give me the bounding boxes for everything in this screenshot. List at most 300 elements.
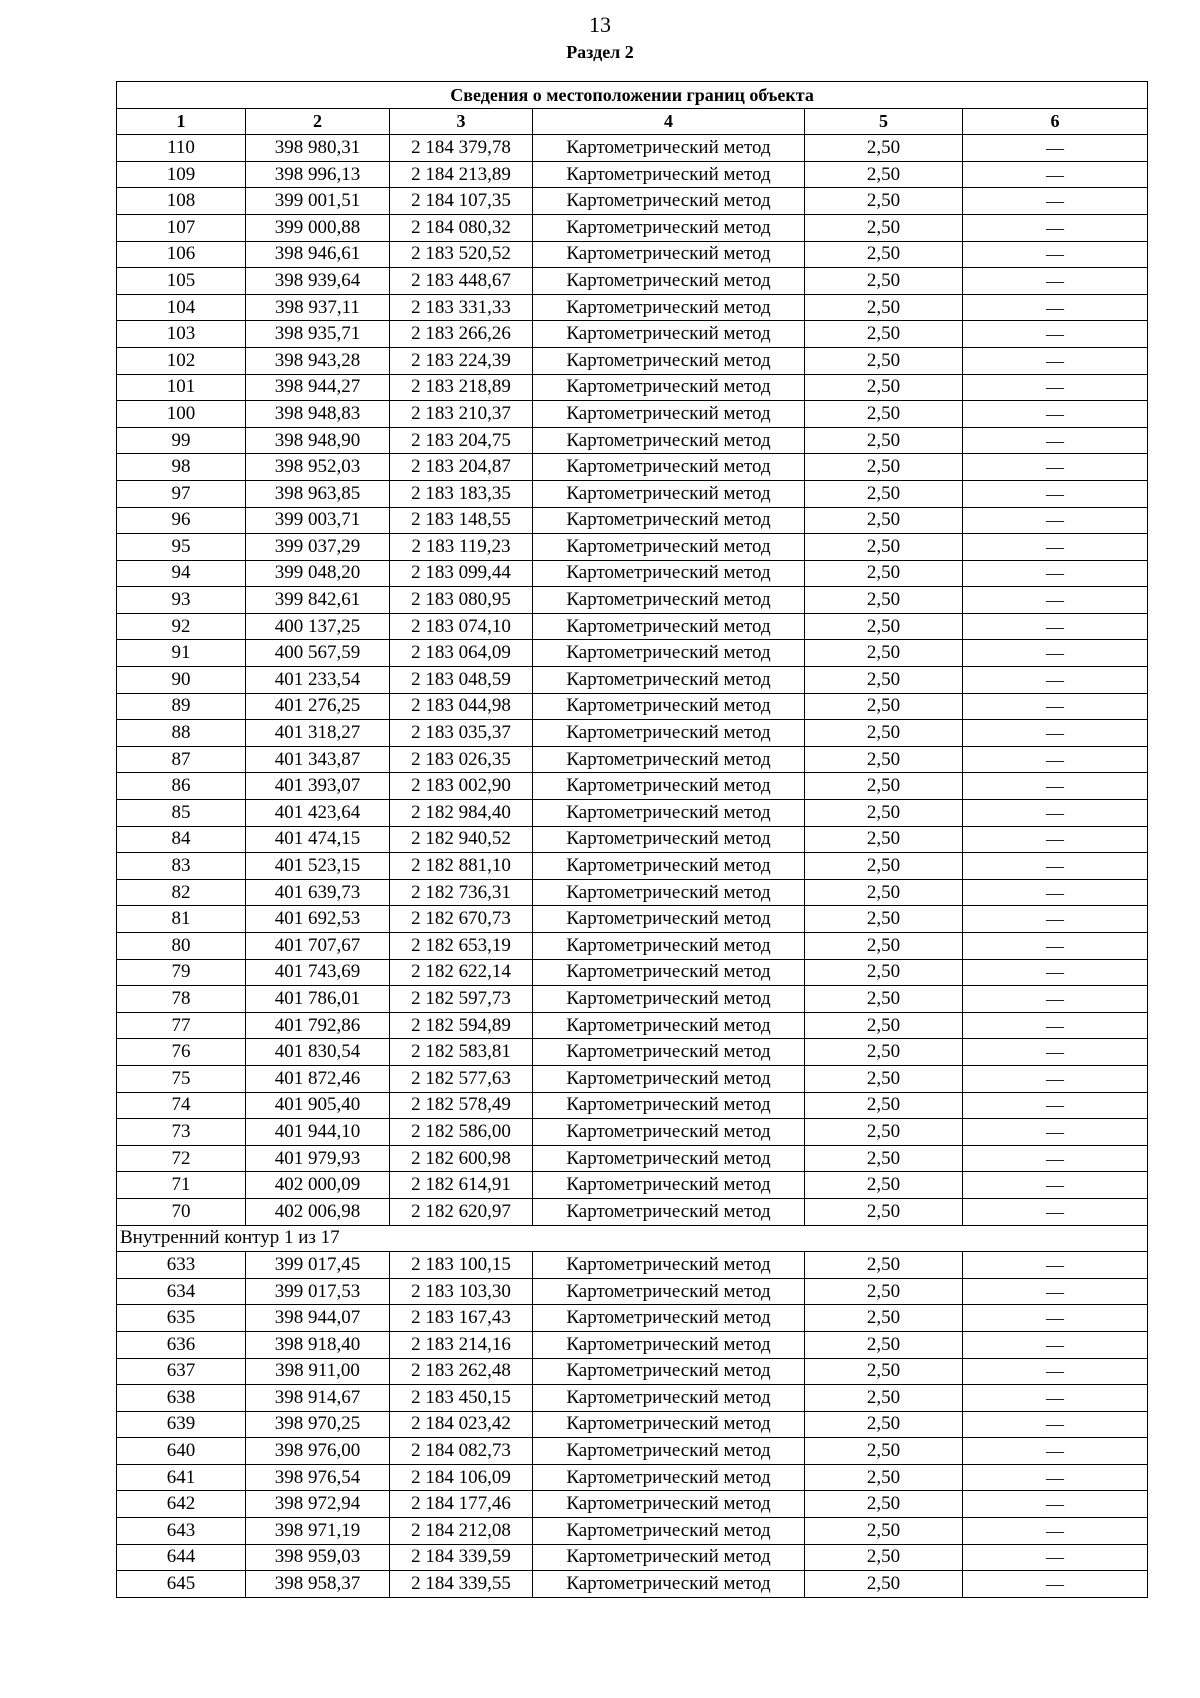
accuracy-cell: 2,50 <box>805 268 963 295</box>
description-cell: — <box>963 507 1148 534</box>
x-coordinate-cell: 399 037,29 <box>246 534 390 561</box>
point-number-cell: 638 <box>117 1385 246 1412</box>
boundary-coordinates-table <box>116 81 1148 1598</box>
description-cell: — <box>963 959 1148 986</box>
y-coordinate-cell: 2 182 583,81 <box>390 1039 533 1066</box>
method-cell: Картометрический метод <box>533 879 805 906</box>
x-coordinate-cell: 398 959,03 <box>246 1544 390 1571</box>
accuracy-cell: 2,50 <box>805 321 963 348</box>
method-cell: Картометрический метод <box>533 268 805 295</box>
x-coordinate-cell: 402 006,98 <box>246 1198 390 1225</box>
accuracy-cell: 2,50 <box>805 879 963 906</box>
x-coordinate-cell: 398 952,03 <box>246 454 390 481</box>
method-cell: Картометрический метод <box>533 534 805 561</box>
description-cell: — <box>963 1358 1148 1385</box>
table-row <box>117 188 1148 215</box>
method-cell: Картометрический метод <box>533 933 805 960</box>
y-coordinate-cell: 2 182 622,14 <box>390 959 533 986</box>
y-coordinate-cell: 2 183 099,44 <box>390 560 533 587</box>
table-row <box>117 1491 1148 1518</box>
y-coordinate-cell: 2 184 177,46 <box>390 1491 533 1518</box>
method-cell: Картометрический метод <box>533 906 805 933</box>
table-row <box>117 1411 1148 1438</box>
y-coordinate-cell: 2 182 984,40 <box>390 800 533 827</box>
y-coordinate-cell: 2 183 048,59 <box>390 667 533 694</box>
description-cell: — <box>963 214 1148 241</box>
x-coordinate-cell: 398 948,83 <box>246 401 390 428</box>
method-cell: Картометрический метод <box>533 507 805 534</box>
description-cell: — <box>963 906 1148 933</box>
description-cell: — <box>963 534 1148 561</box>
point-number-cell: 81 <box>117 906 246 933</box>
method-cell: Картометрический метод <box>533 560 805 587</box>
column-header: 3 <box>390 108 533 135</box>
method-cell: Картометрический метод <box>533 1252 805 1279</box>
method-cell: Картометрический метод <box>533 161 805 188</box>
x-coordinate-cell: 398 970,25 <box>246 1411 390 1438</box>
y-coordinate-cell: 2 182 736,31 <box>390 879 533 906</box>
accuracy-cell: 2,50 <box>805 1358 963 1385</box>
description-cell: — <box>963 1491 1148 1518</box>
y-coordinate-cell: 2 183 103,30 <box>390 1278 533 1305</box>
table-row <box>117 1198 1148 1225</box>
table-row <box>117 1119 1148 1146</box>
accuracy-cell: 2,50 <box>805 1252 963 1279</box>
description-cell: — <box>963 427 1148 454</box>
contour-label: Внутренний контур 1 из 17 <box>117 1225 1148 1252</box>
accuracy-cell: 2,50 <box>805 1065 963 1092</box>
method-cell: Картометрический метод <box>533 1039 805 1066</box>
description-cell: — <box>963 1145 1148 1172</box>
y-coordinate-cell: 2 184 213,89 <box>390 161 533 188</box>
section-title: Раздел 2 <box>566 42 634 62</box>
method-cell: Картометрический метод <box>533 720 805 747</box>
x-coordinate-cell: 402 000,09 <box>246 1172 390 1199</box>
table-caption-row <box>117 82 1148 109</box>
y-coordinate-cell: 2 182 578,49 <box>390 1092 533 1119</box>
point-number-cell: 106 <box>117 241 246 268</box>
x-coordinate-cell: 398 976,00 <box>246 1438 390 1465</box>
page-number: 13 <box>589 12 611 37</box>
point-number-cell: 90 <box>117 667 246 694</box>
method-cell: Картометрический метод <box>533 1119 805 1146</box>
description-cell: — <box>963 1092 1148 1119</box>
point-number-cell: 104 <box>117 294 246 321</box>
table-row <box>117 241 1148 268</box>
y-coordinate-cell: 2 182 670,73 <box>390 906 533 933</box>
method-cell: Картометрический метод <box>533 826 805 853</box>
table-row <box>117 640 1148 667</box>
accuracy-cell: 2,50 <box>805 560 963 587</box>
accuracy-cell: 2,50 <box>805 347 963 374</box>
description-cell: — <box>963 454 1148 481</box>
accuracy-cell: 2,50 <box>805 1145 963 1172</box>
accuracy-cell: 2,50 <box>805 959 963 986</box>
x-coordinate-cell: 398 946,61 <box>246 241 390 268</box>
accuracy-cell: 2,50 <box>805 826 963 853</box>
method-cell: Картометрический метод <box>533 1278 805 1305</box>
accuracy-cell: 2,50 <box>805 294 963 321</box>
point-number-cell: 637 <box>117 1358 246 1385</box>
description-cell: — <box>963 480 1148 507</box>
point-number-cell: 89 <box>117 693 246 720</box>
y-coordinate-cell: 2 182 614,91 <box>390 1172 533 1199</box>
accuracy-cell: 2,50 <box>805 906 963 933</box>
y-coordinate-cell: 2 182 586,00 <box>390 1119 533 1146</box>
description-cell: — <box>963 773 1148 800</box>
method-cell: Картометрический метод <box>533 693 805 720</box>
method-cell: Картометрический метод <box>533 1065 805 1092</box>
point-number-cell: 71 <box>117 1172 246 1199</box>
point-number-cell: 70 <box>117 1198 246 1225</box>
accuracy-cell: 2,50 <box>805 1172 963 1199</box>
method-cell: Картометрический метод <box>533 347 805 374</box>
table-row <box>117 986 1148 1013</box>
description-cell: — <box>963 188 1148 215</box>
accuracy-cell: 2,50 <box>805 1305 963 1332</box>
description-cell: — <box>963 347 1148 374</box>
table-row <box>117 347 1148 374</box>
description-cell: — <box>963 1571 1148 1598</box>
x-coordinate-cell: 398 944,27 <box>246 374 390 401</box>
table-row <box>117 480 1148 507</box>
method-cell: Картометрический метод <box>533 1145 805 1172</box>
x-coordinate-cell: 398 976,54 <box>246 1464 390 1491</box>
method-cell: Картометрический метод <box>533 1438 805 1465</box>
table-row <box>117 1331 1148 1358</box>
x-coordinate-cell: 400 137,25 <box>246 613 390 640</box>
description-cell: — <box>963 294 1148 321</box>
point-number-cell: 108 <box>117 188 246 215</box>
description-cell: — <box>963 879 1148 906</box>
description-cell: — <box>963 1331 1148 1358</box>
point-number-cell: 92 <box>117 613 246 640</box>
x-coordinate-cell: 401 905,40 <box>246 1092 390 1119</box>
accuracy-cell: 2,50 <box>805 1544 963 1571</box>
x-coordinate-cell: 401 786,01 <box>246 986 390 1013</box>
x-coordinate-cell: 401 276,25 <box>246 693 390 720</box>
method-cell: Картометрический метод <box>533 454 805 481</box>
method-cell: Картометрический метод <box>533 241 805 268</box>
column-header: 5 <box>805 108 963 135</box>
table-row <box>117 321 1148 348</box>
y-coordinate-cell: 2 183 224,39 <box>390 347 533 374</box>
accuracy-cell: 2,50 <box>805 1278 963 1305</box>
point-number-cell: 76 <box>117 1039 246 1066</box>
accuracy-cell: 2,50 <box>805 1331 963 1358</box>
table-row <box>117 135 1148 162</box>
x-coordinate-cell: 399 003,71 <box>246 507 390 534</box>
column-header: 2 <box>246 108 390 135</box>
y-coordinate-cell: 2 182 577,63 <box>390 1065 533 1092</box>
accuracy-cell: 2,50 <box>805 587 963 614</box>
point-number-cell: 99 <box>117 427 246 454</box>
x-coordinate-cell: 398 963,85 <box>246 480 390 507</box>
accuracy-cell: 2,50 <box>805 853 963 880</box>
description-cell: — <box>963 720 1148 747</box>
y-coordinate-cell: 2 184 106,09 <box>390 1464 533 1491</box>
x-coordinate-cell: 398 948,90 <box>246 427 390 454</box>
y-coordinate-cell: 2 184 082,73 <box>390 1438 533 1465</box>
y-coordinate-cell: 2 183 520,52 <box>390 241 533 268</box>
table-row <box>117 879 1148 906</box>
y-coordinate-cell: 2 182 600,98 <box>390 1145 533 1172</box>
description-cell: — <box>963 1305 1148 1332</box>
method-cell: Картометрический метод <box>533 1571 805 1598</box>
table-row <box>117 1385 1148 1412</box>
x-coordinate-cell: 401 707,67 <box>246 933 390 960</box>
accuracy-cell: 2,50 <box>805 454 963 481</box>
x-coordinate-cell: 401 393,07 <box>246 773 390 800</box>
y-coordinate-cell: 2 182 620,97 <box>390 1198 533 1225</box>
method-cell: Картометрический метод <box>533 188 805 215</box>
point-number-cell: 107 <box>117 214 246 241</box>
y-coordinate-cell: 2 183 167,43 <box>390 1305 533 1332</box>
x-coordinate-cell: 399 017,53 <box>246 1278 390 1305</box>
method-cell: Картометрический метод <box>533 480 805 507</box>
point-number-cell: 633 <box>117 1252 246 1279</box>
y-coordinate-cell: 2 183 026,35 <box>390 746 533 773</box>
description-cell: — <box>963 1518 1148 1545</box>
y-coordinate-cell: 2 184 379,78 <box>390 135 533 162</box>
table-row <box>117 1039 1148 1066</box>
accuracy-cell: 2,50 <box>805 1119 963 1146</box>
method-cell: Картометрический метод <box>533 374 805 401</box>
accuracy-cell: 2,50 <box>805 1039 963 1066</box>
x-coordinate-cell: 401 639,73 <box>246 879 390 906</box>
x-coordinate-cell: 401 944,10 <box>246 1119 390 1146</box>
table-row <box>117 1544 1148 1571</box>
description-cell: — <box>963 268 1148 295</box>
accuracy-cell: 2,50 <box>805 427 963 454</box>
table-row <box>117 214 1148 241</box>
accuracy-cell: 2,50 <box>805 135 963 162</box>
point-number-cell: 77 <box>117 1012 246 1039</box>
y-coordinate-cell: 2 183 266,26 <box>390 321 533 348</box>
point-number-cell: 87 <box>117 746 246 773</box>
y-coordinate-cell: 2 183 218,89 <box>390 374 533 401</box>
table-row <box>117 800 1148 827</box>
table-row <box>117 401 1148 428</box>
y-coordinate-cell: 2 184 023,42 <box>390 1411 533 1438</box>
description-cell: — <box>963 986 1148 1013</box>
point-number-cell: 641 <box>117 1464 246 1491</box>
point-number-cell: 635 <box>117 1305 246 1332</box>
y-coordinate-cell: 2 184 212,08 <box>390 1518 533 1545</box>
column-header: 4 <box>533 108 805 135</box>
x-coordinate-cell: 398 996,13 <box>246 161 390 188</box>
point-number-cell: 75 <box>117 1065 246 1092</box>
method-cell: Картометрический метод <box>533 667 805 694</box>
table-row <box>117 826 1148 853</box>
accuracy-cell: 2,50 <box>805 1092 963 1119</box>
y-coordinate-cell: 2 184 107,35 <box>390 188 533 215</box>
point-number-cell: 109 <box>117 161 246 188</box>
point-number-cell: 88 <box>117 720 246 747</box>
x-coordinate-cell: 401 743,69 <box>246 959 390 986</box>
accuracy-cell: 2,50 <box>805 720 963 747</box>
y-coordinate-cell: 2 183 100,15 <box>390 1252 533 1279</box>
method-cell: Картометрический метод <box>533 1172 805 1199</box>
point-number-cell: 110 <box>117 135 246 162</box>
point-number-cell: 98 <box>117 454 246 481</box>
y-coordinate-cell: 2 184 339,59 <box>390 1544 533 1571</box>
accuracy-cell: 2,50 <box>805 800 963 827</box>
point-number-cell: 78 <box>117 986 246 1013</box>
method-cell: Картометрический метод <box>533 1518 805 1545</box>
method-cell: Картометрический метод <box>533 1092 805 1119</box>
accuracy-cell: 2,50 <box>805 1491 963 1518</box>
x-coordinate-cell: 398 971,19 <box>246 1518 390 1545</box>
point-number-cell: 103 <box>117 321 246 348</box>
accuracy-cell: 2,50 <box>805 986 963 1013</box>
y-coordinate-cell: 2 183 080,95 <box>390 587 533 614</box>
method-cell: Картометрический метод <box>533 294 805 321</box>
accuracy-cell: 2,50 <box>805 693 963 720</box>
table-row <box>117 507 1148 534</box>
accuracy-cell: 2,50 <box>805 374 963 401</box>
x-coordinate-cell: 401 474,15 <box>246 826 390 853</box>
point-number-cell: 93 <box>117 587 246 614</box>
y-coordinate-cell: 2 183 119,23 <box>390 534 533 561</box>
table-row <box>117 268 1148 295</box>
table-caption: Сведения о местоположении границ объекта <box>117 82 1148 109</box>
x-coordinate-cell: 398 911,00 <box>246 1358 390 1385</box>
y-coordinate-cell: 2 183 450,15 <box>390 1385 533 1412</box>
point-number-cell: 639 <box>117 1411 246 1438</box>
table-row <box>117 1571 1148 1598</box>
accuracy-cell: 2,50 <box>805 640 963 667</box>
method-cell: Картометрический метод <box>533 135 805 162</box>
x-coordinate-cell: 401 343,87 <box>246 746 390 773</box>
accuracy-cell: 2,50 <box>805 507 963 534</box>
table-head <box>117 82 1148 135</box>
y-coordinate-cell: 2 183 002,90 <box>390 773 533 800</box>
accuracy-cell: 2,50 <box>805 534 963 561</box>
description-cell: — <box>963 1119 1148 1146</box>
method-cell: Картометрический метод <box>533 1411 805 1438</box>
y-coordinate-cell: 2 183 262,48 <box>390 1358 533 1385</box>
point-number-cell: 73 <box>117 1119 246 1146</box>
accuracy-cell: 2,50 <box>805 1518 963 1545</box>
method-cell: Картометрический метод <box>533 401 805 428</box>
point-number-cell: 102 <box>117 347 246 374</box>
method-cell: Картометрический метод <box>533 1198 805 1225</box>
method-cell: Картометрический метод <box>533 800 805 827</box>
x-coordinate-cell: 398 958,37 <box>246 1571 390 1598</box>
description-cell: — <box>963 1438 1148 1465</box>
method-cell: Картометрический метод <box>533 613 805 640</box>
description-cell: — <box>963 374 1148 401</box>
x-coordinate-cell: 401 423,64 <box>246 800 390 827</box>
table-row <box>117 1358 1148 1385</box>
description-cell: — <box>963 401 1148 428</box>
y-coordinate-cell: 2 183 044,98 <box>390 693 533 720</box>
y-coordinate-cell: 2 184 339,55 <box>390 1571 533 1598</box>
point-number-cell: 84 <box>117 826 246 853</box>
x-coordinate-cell: 398 937,11 <box>246 294 390 321</box>
table-row <box>117 1464 1148 1491</box>
method-cell: Картометрический метод <box>533 1331 805 1358</box>
x-coordinate-cell: 400 567,59 <box>246 640 390 667</box>
description-cell: — <box>963 853 1148 880</box>
table-row <box>117 1065 1148 1092</box>
point-number-cell: 94 <box>117 560 246 587</box>
x-coordinate-cell: 401 872,46 <box>246 1065 390 1092</box>
table-row <box>117 906 1148 933</box>
y-coordinate-cell: 2 182 594,89 <box>390 1012 533 1039</box>
accuracy-cell: 2,50 <box>805 773 963 800</box>
point-number-cell: 91 <box>117 640 246 667</box>
y-coordinate-cell: 2 182 881,10 <box>390 853 533 880</box>
x-coordinate-cell: 399 842,61 <box>246 587 390 614</box>
description-cell: — <box>963 693 1148 720</box>
description-cell: — <box>963 613 1148 640</box>
y-coordinate-cell: 2 183 204,75 <box>390 427 533 454</box>
table-row <box>117 720 1148 747</box>
column-header: 1 <box>117 108 246 135</box>
table-row <box>117 1092 1148 1119</box>
table-row <box>117 1438 1148 1465</box>
description-cell: — <box>963 1544 1148 1571</box>
table-row <box>117 959 1148 986</box>
y-coordinate-cell: 2 183 448,67 <box>390 268 533 295</box>
y-coordinate-cell: 2 183 331,33 <box>390 294 533 321</box>
x-coordinate-cell: 398 980,31 <box>246 135 390 162</box>
point-number-cell: 643 <box>117 1518 246 1545</box>
table-row <box>117 374 1148 401</box>
description-cell: — <box>963 241 1148 268</box>
point-number-cell: 644 <box>117 1544 246 1571</box>
description-cell: — <box>963 560 1148 587</box>
point-number-cell: 642 <box>117 1491 246 1518</box>
accuracy-cell: 2,50 <box>805 1012 963 1039</box>
description-cell: — <box>963 1464 1148 1491</box>
method-cell: Картометрический метод <box>533 1385 805 1412</box>
accuracy-cell: 2,50 <box>805 1571 963 1598</box>
point-number-cell: 634 <box>117 1278 246 1305</box>
accuracy-cell: 2,50 <box>805 188 963 215</box>
point-number-cell: 79 <box>117 959 246 986</box>
description-cell: — <box>963 161 1148 188</box>
table-row <box>117 1305 1148 1332</box>
y-coordinate-cell: 2 183 064,09 <box>390 640 533 667</box>
description-cell: — <box>963 746 1148 773</box>
point-number-cell: 640 <box>117 1438 246 1465</box>
y-coordinate-cell: 2 182 597,73 <box>390 986 533 1013</box>
method-cell: Картометрический метод <box>533 746 805 773</box>
table-row <box>117 667 1148 694</box>
accuracy-cell: 2,50 <box>805 480 963 507</box>
point-number-cell: 72 <box>117 1145 246 1172</box>
column-header: 6 <box>963 108 1148 135</box>
description-cell: — <box>963 933 1148 960</box>
table-row <box>117 427 1148 454</box>
method-cell: Картометрический метод <box>533 853 805 880</box>
table-row <box>117 1518 1148 1545</box>
method-cell: Картометрический метод <box>533 1544 805 1571</box>
point-number-cell: 645 <box>117 1571 246 1598</box>
x-coordinate-cell: 401 792,86 <box>246 1012 390 1039</box>
x-coordinate-cell: 398 939,64 <box>246 268 390 295</box>
method-cell: Картометрический метод <box>533 321 805 348</box>
method-cell: Картометрический метод <box>533 1305 805 1332</box>
table-body <box>117 135 1148 1598</box>
x-coordinate-cell: 399 048,20 <box>246 560 390 587</box>
method-cell: Картометрический метод <box>533 587 805 614</box>
method-cell: Картометрический метод <box>533 640 805 667</box>
description-cell: — <box>963 1278 1148 1305</box>
